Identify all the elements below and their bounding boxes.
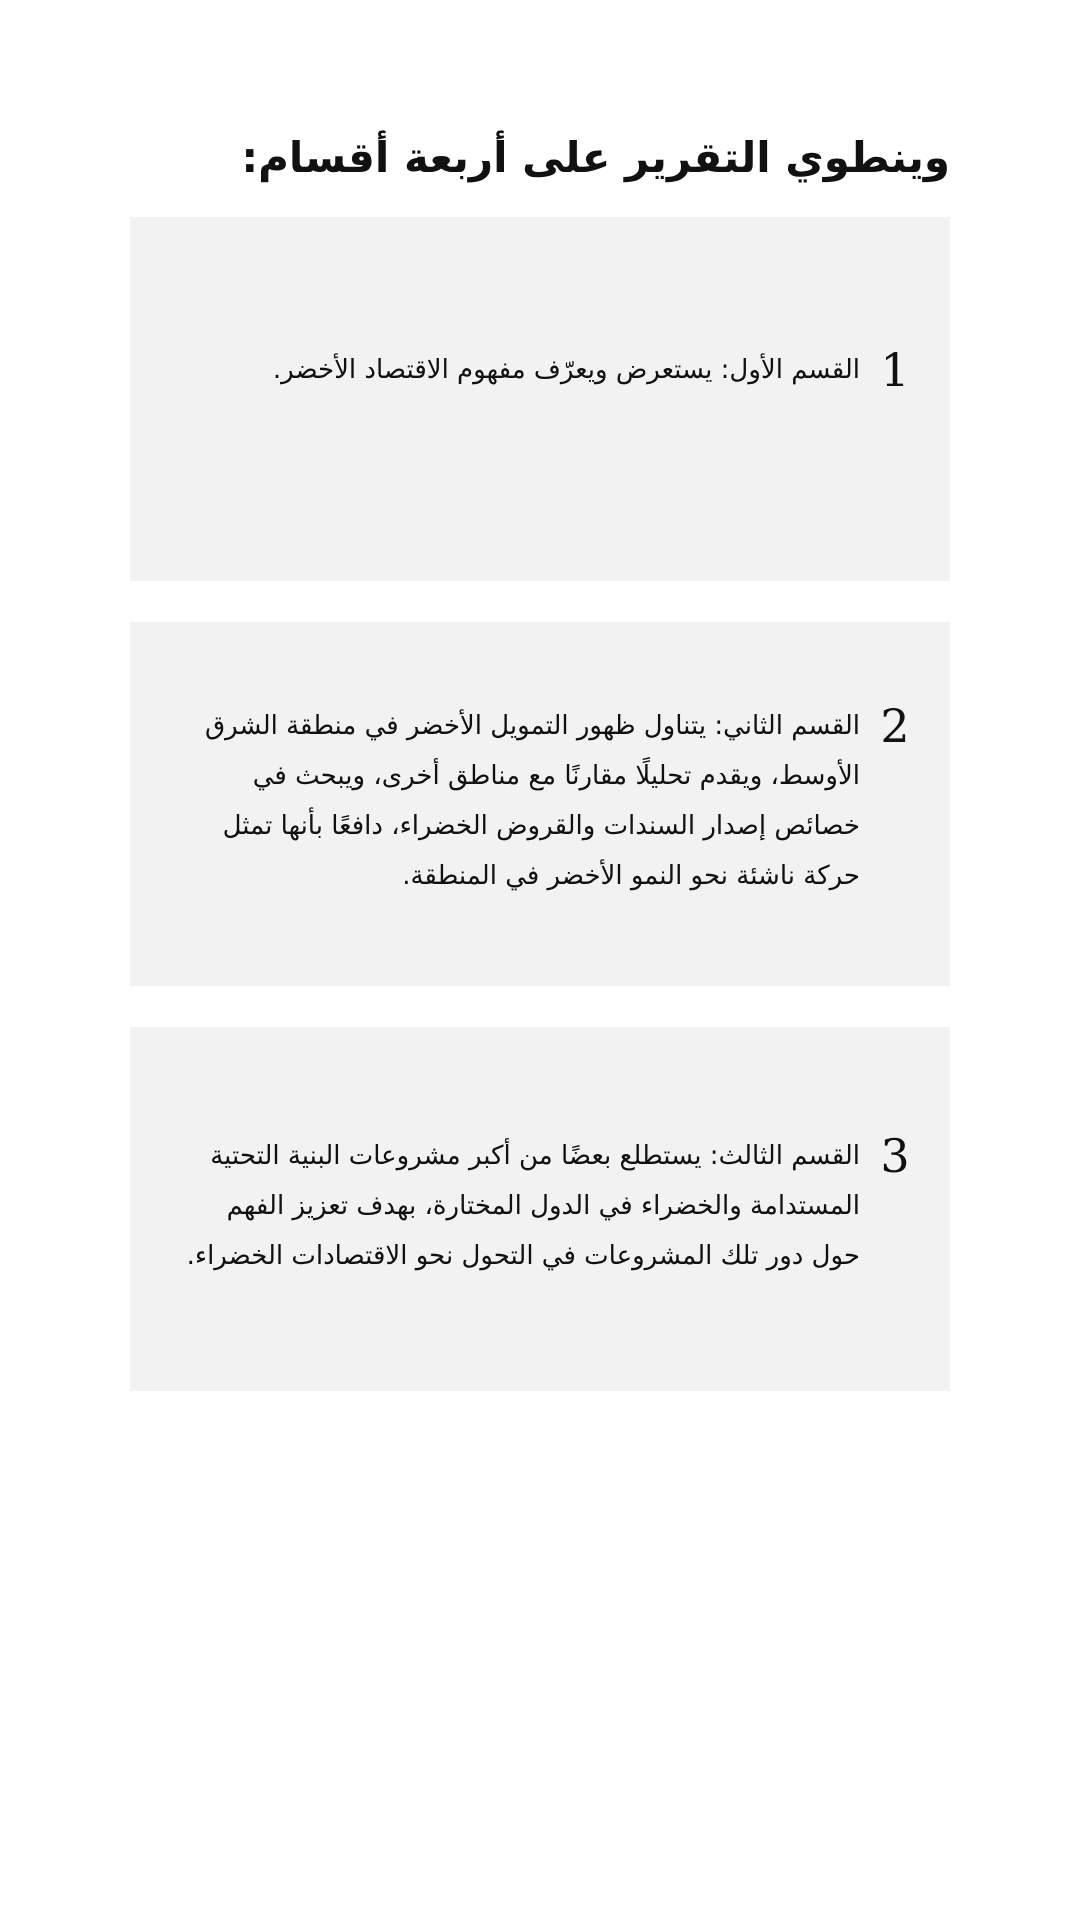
section-number-1: 1 <box>880 343 910 397</box>
section-card-2 <box>130 622 950 986</box>
section-card-3 <box>130 1027 950 1391</box>
section-text-2: القسم الثاني: يتناول ظهور التمويل الأخضر في منطقة الشرق الأوسط، ويقدم تحليلًا مقارنًا مع مناطق أخرى، ويبحث في خصائص إصدار السندات والقروض الخضراء، دافعًا بأنها تمثل حركة ناشئة نحو النمو الأخضر في المنطقة. <box>204 711 860 891</box>
section-card-1 <box>130 217 950 581</box>
section-number-3: 3 <box>880 1129 910 1183</box>
page-title: وينطوي التقرير على أربعة أقسام: <box>241 133 950 182</box>
section-text-1: القسم الأول: يستعرض ويعرّف مفهوم الاقتصاد الأخضر. <box>272 355 860 385</box>
section-text-3: القسم الثالث: يستطلع بعضًا من أكبر مشروعات البنية التحتية المستدامة والخضراء في الدول المختارة، بهدف تعزيز الفهم حول دور تلك المشروعات في التحول نحو الاقتصادات الخضراء. <box>186 1141 860 1271</box>
section-number-2: 2 <box>880 699 910 753</box>
